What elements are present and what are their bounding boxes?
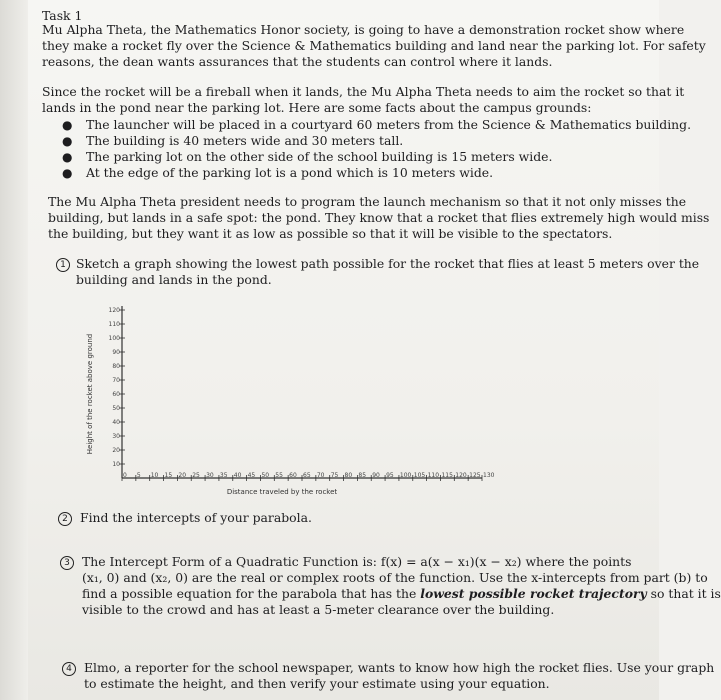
q3-line-1: The Intercept Form of a Quadratic Function is: f(x) = a(x − x₁)(x − x₂) where the points <box>82 554 632 569</box>
x-tick-label: 100 <box>399 472 412 479</box>
fact-item: ● At the edge of the parking lot is a pond which is 10 meters wide. <box>62 165 494 180</box>
x-tick-label: 75 <box>330 472 339 479</box>
x-tick-label: 105 <box>413 472 426 479</box>
y-tick-label: 90 <box>112 349 120 356</box>
q2-number: 2 <box>58 512 72 526</box>
q3-number: 3 <box>60 556 74 570</box>
q3-line-3: find a possible equation for the parabola that has the lowest possible rocket trajectory so that it is <box>82 586 721 601</box>
intro-line-2: they make a rocket fly over the Science & Mathematics building and land near the parking lot. For safety <box>42 38 706 53</box>
q3-line-2: (x₁, 0) and (x₂, 0) are the real or complex roots of the function. Use the x-intercepts from part (b) to <box>82 570 708 585</box>
y-tick-label: 40 <box>112 419 120 426</box>
x-tick-label: 35 <box>219 472 228 479</box>
y-tick-label: 100 <box>108 335 120 342</box>
x-tick-label: 80 <box>344 472 353 479</box>
intro-line-1: Mu Alpha Theta, the Mathematics Honor society, is going to have a demonstration rocket show where <box>42 22 685 37</box>
x-tick-label: 125 <box>469 472 481 479</box>
fact-item: ● The launcher will be placed in a courtyard 60 meters from the Science & Mathematics building. <box>62 117 692 132</box>
y-tick-label: 60 <box>112 391 120 398</box>
para3-line-1: The Mu Alpha Theta president needs to program the launch mechanism so that it not only misses the <box>48 194 687 209</box>
x-axis-label: Distance traveled by the rocket <box>226 488 338 496</box>
q1-line-2: building and lands in the pond. <box>76 272 272 287</box>
q3-line-4: visible to the crowd and has at least a 5-meter clearance over the building. <box>82 602 555 617</box>
para2-line-1: Since the rocket will be a fireball when it lands, the Mu Alpha Theta needs to aim the rocket so that it <box>42 84 685 99</box>
x-tick-label: 115 <box>441 472 453 479</box>
x-tick-label: 65 <box>303 472 311 479</box>
rocket-graph-svg <box>80 300 500 500</box>
q1-number: 1 <box>56 258 70 272</box>
task-title: Task 1 <box>42 8 83 23</box>
x-tick-label: 90 <box>372 472 380 479</box>
x-tick-label: 60 <box>289 472 297 479</box>
x-tick-label: 55 <box>275 472 283 479</box>
q2-text: Find the intercepts of your parabola. <box>80 510 312 525</box>
x-tick-label: 25 <box>192 472 200 479</box>
y-tick-label: 110 <box>108 321 120 328</box>
x-tick-label: 50 <box>261 472 270 479</box>
x-tick-label: 95 <box>386 472 394 479</box>
fact-item: ● The parking lot on the other side of the school building is 15 meters wide. <box>62 149 553 164</box>
y-tick-label: 120 <box>108 307 120 314</box>
intro-line-3: reasons, the dean wants assurances that the students can control where it lands. <box>42 54 553 69</box>
q3-emphasis: lowest possible rocket trajectory <box>420 586 647 601</box>
x-tick-label: 5 <box>136 472 141 479</box>
para3-line-2: building, but lands in a safe spot: the pond. They know that a rocket that flies extremely high would miss <box>48 210 710 225</box>
para3-line-3: the building, but they want it as low as possible so that it will be visible to the spectators. <box>48 226 613 241</box>
page-edge-shadow <box>0 0 28 700</box>
x-tick-label: 130 <box>483 472 495 479</box>
y-tick-label: 50 <box>112 405 120 412</box>
x-tick-label: 20 <box>178 472 187 479</box>
x-tick-label: 40 <box>233 472 242 479</box>
x-tick-label: 120 <box>455 472 467 479</box>
q4-line-2: to estimate the height, and then verify your estimate using your equation. <box>84 676 550 691</box>
x-tick-label: 0 <box>123 472 127 479</box>
q4-number: 4 <box>62 662 76 676</box>
para2-line-2: lands in the pond near the parking lot. Here are some facts about the campus grounds: <box>42 100 592 115</box>
x-tick-label: 70 <box>316 472 325 479</box>
x-tick-label: 30 <box>206 472 214 479</box>
x-tick-label: 45 <box>247 472 256 479</box>
y-tick-label: 30 <box>112 433 120 440</box>
x-tick-label: 110 <box>427 472 440 479</box>
y-tick-label: 70 <box>112 377 120 384</box>
q1-line-1: Sketch a graph showing the lowest path possible for the rocket that flies at least 5 meters over the <box>76 256 700 271</box>
y-tick-label: 80 <box>112 363 120 370</box>
rocket-graph <box>80 300 500 500</box>
q4-line-1: Elmo, a reporter for the school newspaper, wants to know how high the rocket flies. Use your graph <box>84 660 715 675</box>
fact-item: ● The building is 40 meters wide and 30 meters tall. <box>62 133 404 148</box>
x-tick-label: 85 <box>358 472 367 479</box>
x-tick-label: 15 <box>164 472 173 479</box>
y-axis-label: Height of the rocket above ground <box>86 333 94 455</box>
y-tick-label: 10 <box>112 461 120 468</box>
x-tick-label: 10 <box>150 472 159 479</box>
y-tick-label: 20 <box>112 447 120 454</box>
